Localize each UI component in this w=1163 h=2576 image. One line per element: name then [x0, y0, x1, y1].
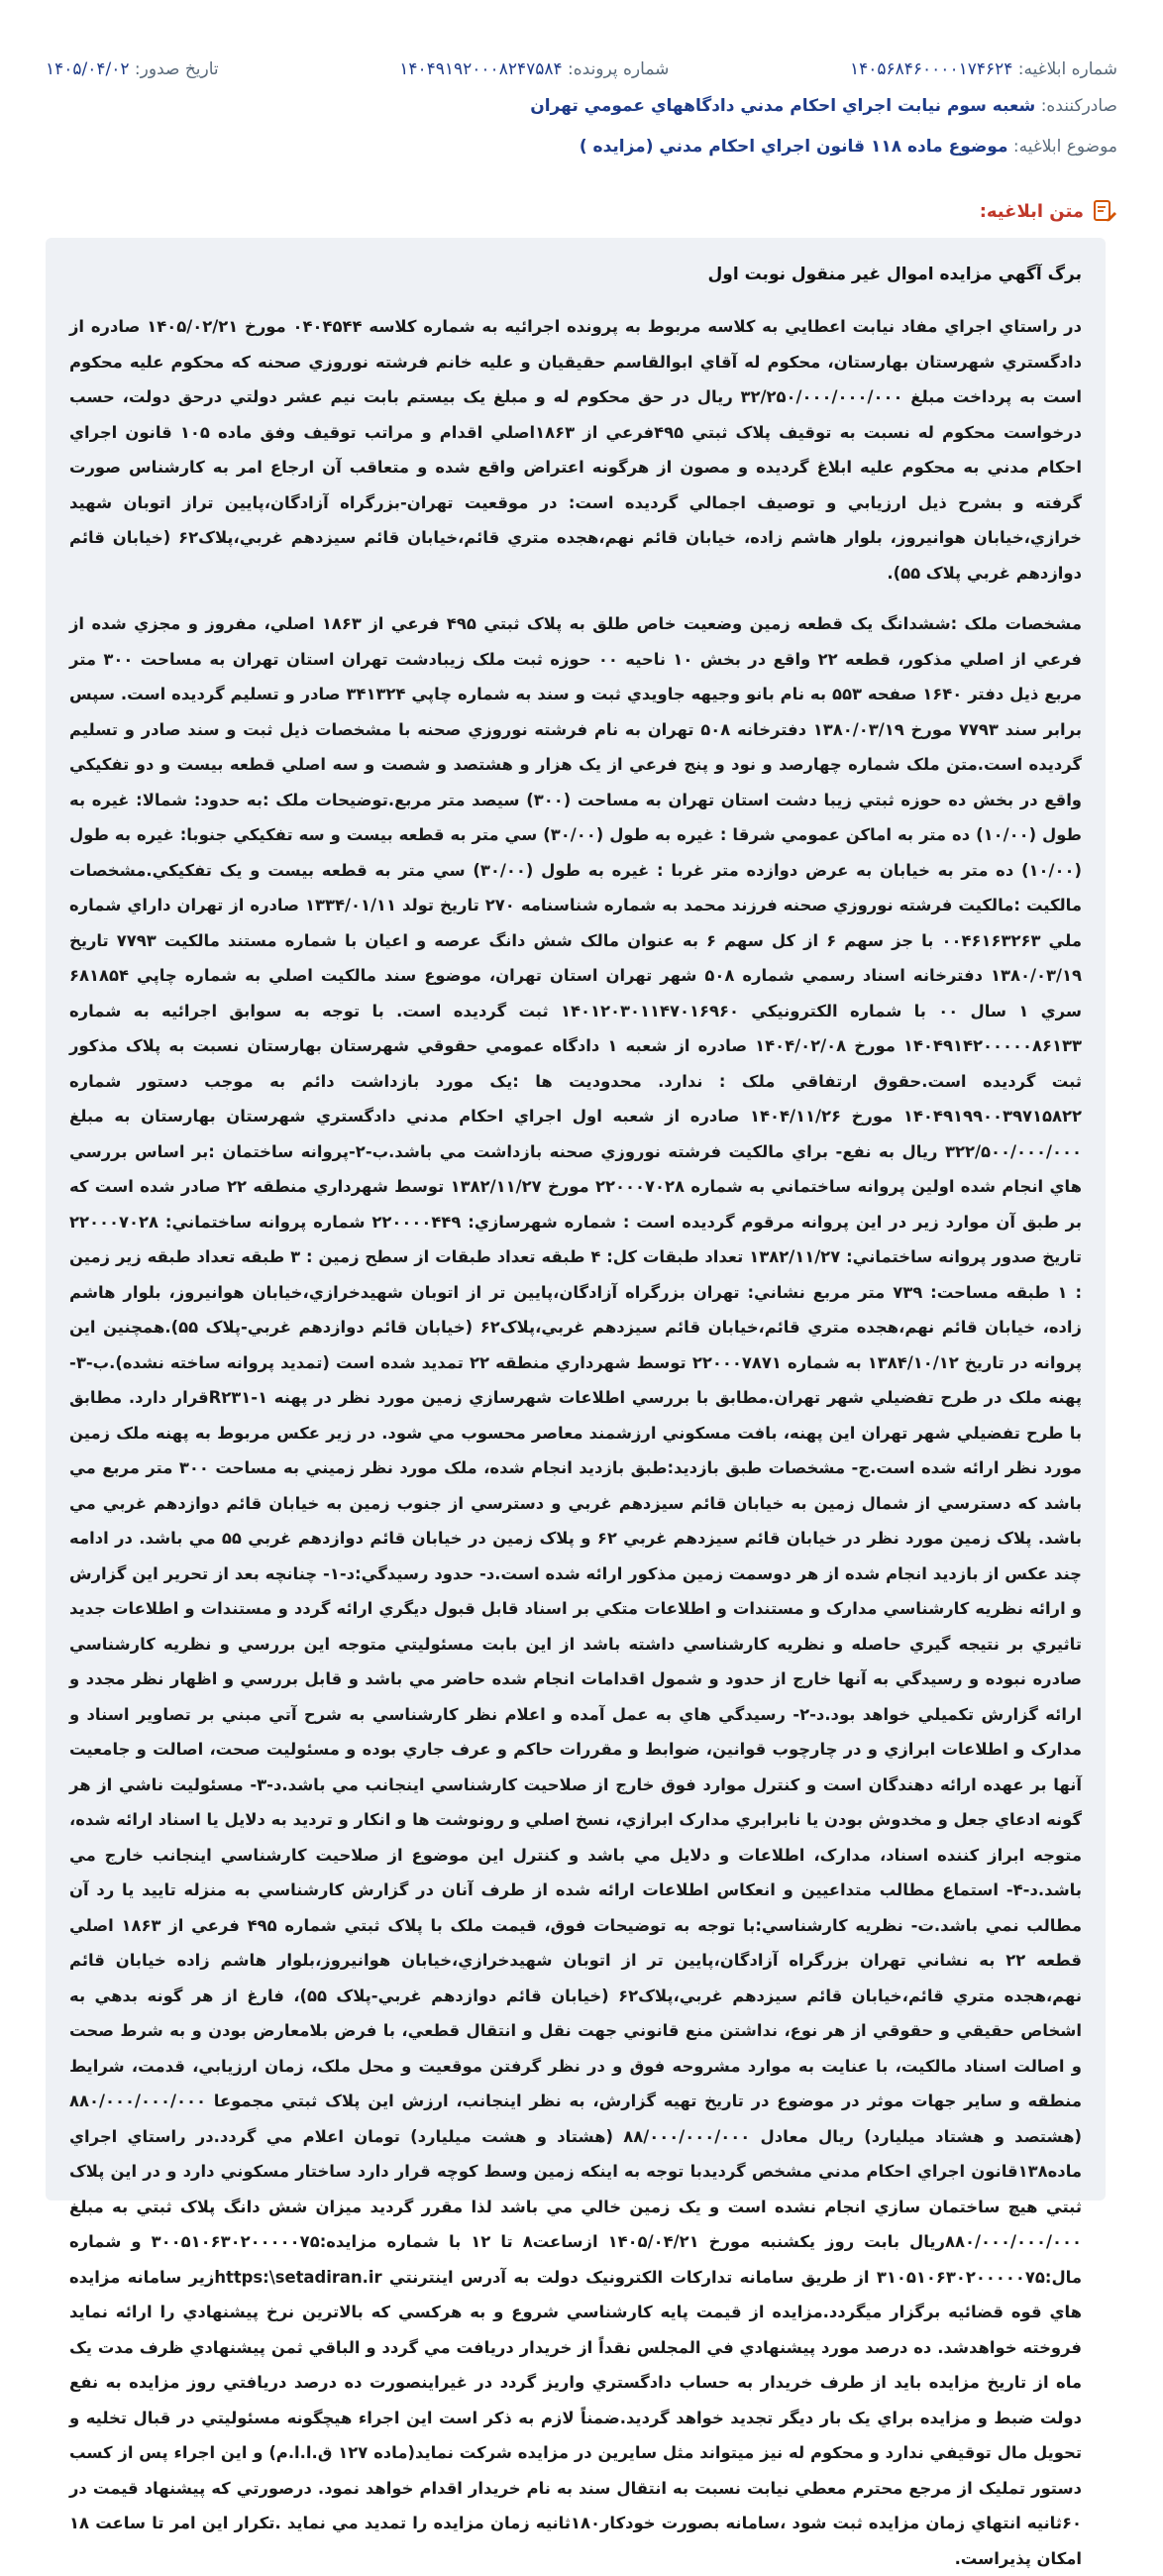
notice-section-title — [980, 196, 1117, 226]
case-number-label: شماره پرونده: — [568, 59, 670, 79]
notice-content-box — [46, 238, 1106, 2568]
issue-date — [46, 59, 219, 79]
case-number-value: ۱۴۰۴۹۱۹۲۰۰۰۸۲۴۷۵۸۴ — [399, 59, 563, 79]
subject-label: موضوع ابلاغيه: — [1012, 137, 1117, 157]
issuer-value: شعبه سوم نيابت اجراي احکام مدني دادگاههاي عمومي تهران — [530, 96, 1036, 116]
subject-value: موضوع ماده ۱۱۸ قانون اجراي احکام مدني (مزايده ) — [579, 137, 1008, 157]
issue-date-value: ۱۴۰۵/۰۴/۰۲ — [46, 59, 130, 79]
notice-section-label: متن ابلاغيه: — [979, 200, 1084, 222]
notice-number — [850, 59, 1117, 79]
issue-date-label: تاريخ صدور: — [134, 59, 219, 79]
notice-number-value: ۱۴۰۵۶۸۴۶۰۰۰۰۱۷۴۶۲۴ — [850, 59, 1013, 79]
content-title: برگ آگهي مزايده اموال غير منقول نوبت اول — [707, 265, 1082, 284]
content-paragraph-1: در راستاي اجراي مفاد نيابت اعطايي به کلاسه مربوط به پرونده اجرائيه به شماره کلاسه ۰۴۰۴۵۴۴ مورخ ۱۴۰۵/۰۲/۲۱ صادره از دادگستري شهرستان بهارستان، محکوم له آقاي ابوالقاسم حقيقيان و عليه خانم فرشته نوروزي صحنه که محکوم عليه محکوم است به پرداخت مبلغ ۳۲/۲۵۰/۰۰۰/۰۰۰/۰۰۰ ريال در حق محکوم له و مبلغ يک بيستم بابت نيم عشر دولتي درحق دولت، حسب درخواست محکوم له نسبت به توقيف پلاک ثبتي ۴۹۵فرعي از ۱۸۶۳اصلي اقدام و مراتب توقيف وفق ماده ۱۰۵ قانون اجراي احکام مدني به محکوم عليه ابلاغ گرديده و مصون از هرگونه اعتراض واقع شده و متعاقب آن ارجاع امر به کارشناس صورت گرفته و بشرح ذيل ارزيابي و توصيف اجمالي گرديده است: در موقعيت تهران-بزرگراه آزادگان،پايين تراز اتوبان شهيد خرازي،خيابان هوانيروز، بلوار هاشم زاده، خيابان قائم نهم،هجده متري قائم،خيابان قائم سيزدهم غربي،پلاک۶۲ (خيابان قائم دوازدهم غربي پلاک ۵۵). — [69, 317, 1083, 583]
subject-line — [46, 137, 1117, 164]
header-meta-row — [46, 55, 1117, 83]
issuer-line — [46, 96, 1117, 124]
issuer-label: صادرکننده: — [1040, 96, 1117, 116]
case-number — [399, 59, 669, 79]
notice-number-label: شماره ابلاغيه: — [1017, 59, 1117, 79]
content-paragraph-2: مشخصات ملک :ششدانگ يک قطعه زمين وضعيت خاص طلق به پلاک ثبتي ۴۹۵ فرعي از ۱۸۶۳ اصلي، مفروز و مجزي شده از فرعي از اصلي مذکور، قطعه ۲۲ واقع در بخش ۱۰ ناحيه ۰۰ حوزه ثبت ملک زيبادشت تهران استان تهران به مساحت ۳۰۰ متر مربع ذيل دفتر ۱۶۴۰ صفحه ۵۵۳ به نام بانو وجيهه جاويدي ثبت و سند به شماره چاپي ۳۴۱۳۲۴ صادر و تسليم گرديده است. سپس برابر سند ۷۷۹۳ مورخ ۱۳۸۰/۰۳/۱۹ دفترخانه ۵۰۸ تهران به نام فرشته نوروزي صحنه با مشخصات ذيل ثبت و سند صادر و تسليم گرديده است.متن ملک شماره چهارصد و نود و پنج فرعي از يک هزار و هشتصد و شصت و سه اصلي قطعه بيست و دو تفکيکي واقع در بخش ده حوزه ثبتي زيبا دشت استان تهران به مساحت (۳۰۰) سيصد متر مربع.توضيحات ملک :به حدود: شمالا: غيره به طول (۱۰/۰۰) ده متر به اماکن عمومي شرقا : غيره به طول (۳۰/۰۰) سي متر به قطعه بيست و سه تفکيکي جنوبا: غيره به طول (۱۰/۰۰) ده متر به خيابان به عرض دوازده متر غربا : غيره به طول (۳۰/۰۰) سي متر به قطعه بيست و يک تفکيکي.مشخصات مالکيت :مالکيت فرشته نوروزي صحنه فرزند محمد به شماره شناسنامه ۲۷۰ تاريخ تولد ۱۳۳۴/۰۱/۱۱ صادره از تهران داراي شماره ملي ۰۰۴۶۱۶۳۲۶۳ با جز سهم ۶ از کل سهم ۶ به عنوان مالک شش دانگ عرصه و اعيان با شماره مستند مالکيت ۷۷۹۳ تاريخ ۱۳۸۰/۰۳/۱۹ دفترخانه اسناد رسمي شماره ۵۰۸ شهر تهران استان تهران، موضوع سند مالکيت اصلي به شماره چاپي ۶۸۱۸۵۴ سري ۱ سال ۰۰ با شماره الکترونيکي ۱۴۰۱۲۰۳۰۱۱۴۷۰۱۶۹۶۰ ثبت گرديده است. با توجه به سوابق اجرائيه به شماره ۱۴۰۴۹۱۴۲۰۰۰۰۰۸۶۱۳۳ مورخ ۱۴۰۴/۰۲/۰۸ صادره از شعبه ۱ دادگاه عمومي حقوقي شهرستان بهارستان نسبت به پلاک مذکور ثبت گرديده است.حقوق ارتفاقي ملک : ندارد. محدوديت ها :يک مورد بازداشت دائم به موجب دستور شماره ۱۴۰۴۹۱۹۹۰۰۳۹۷۱۵۸۲۲ مورخ ۱۴۰۴/۱۱/۲۶ صادره از شعبه اول اجراي احکام مدني دادگستري شهرستان بهارستان به مبلغ ۳۲۲/۵۰۰/۰۰۰/۰۰۰ ريال به نفع- براي مالکيت فرشته نوروزي صحنه بازداشت مي باشد.ب-۲-پروانه ساختمان :بر اساس بررسي هاي انجام شده اولين پروانه ساختماني به شماره ۲۲۰۰۰۷۰۲۸ مورخ ۱۳۸۲/۱۱/۲۷ توسط شهرداري منطقه ۲۲ صادر شده است که بر طبق آن موارد زير در اين پروانه مرقوم گرديده است : شماره شهرسازي: ۲۲۰۰۰۰۴۴۹ شماره پروانه ساختماني: ۲۲۰۰۰۷۰۲۸ تاريخ صدور پروانه ساختماني: ۱۳۸۲/۱۱/۲۷ تعداد طبقات کل: ۴ طبقه تعداد طبقات از سطح زمين : ۳ طبقه تعداد طبقه زير زمين : ۱ طبقه مساحت: ۷۳۹ متر مربع نشاني: تهران بزرگراه آزادگان،پايين تر از اتوبان شهيدخرازي،خيابان هوانيروز، بلوار هاشم زاده، خيابان قائم نهم،هجده متري قائم،خيابان قائم سيزدهم غربي،پلاک۶۲ (خيابان قائم دوازدهم غربي-پلاک ۵۵).همچنين اين پروانه در تاريخ ۱۳۸۴/۱۰/۱۲ به شماره ۲۲۰۰۰۷۸۷۱ توسط شهرداري منطقه ۲۲ تمديد شده است (تمديد پروانه ساخته نشده).ب-۳- پهنه ملک در طرح تفضيلي شهر تهران.مطابق با بررسي اطلاعات شهرسازي زمين مورد نظر در پهنه R۲۳۱-۱قرار دارد. مطابق با طرح تفضيلي شهر تهران اين پهنه، بافت مسکوني ارزشمند معاصر محسوب مي شود. در زير عکس مربوط به پهنه ملک زمين مورد نظر ارائه شده است.ج- مشخصات طبق بازديد:طبق بازديد انجام شده، ملک مورد نظر زميني به مساحت ۳۰۰ متر مربع مي باشد که دسترسي از شمال زمين به خيابان قائم سيزدهم غربي و دسترسي از جنوب زمين به خيابان قائم دوازدهم غربي مي باشد. پلاک زمين مورد نظر در خيابان قائم سيزدهم غربي ۶۲ و پلاک زمين در خيابان قائم دوازدهم غربي ۵۵ مي باشد. در ادامه چند عکس از بازديد انجام شده از هر دوسمت زمين مذکور ارائه شده است.د- حدود رسيدگي:د-۱- چنانچه بعد از تحرير اين گزارش و ارائه نظريه کارشناسي مدارک و مستندات و اطلاعات متکي بر اسناد قابل قبول ديگري ارائه گردد و مستندات و اطلاعات جديد تاثيري بر نتيجه گيري حاصله و نظريه کارشناسي داشته باشد از اين بابت مسئوليتي متوجه اين بررسي و نظريه کارشناسي صادره نبوده و رسيدگي به آنها خارج از حدود و شمول اقدامات انجام شده حاضر مي باشد و قابل بررسي و اظهار نظر مجدد و ارائه گزارش تکميلي خواهد بود.د-۲- رسيدگي هاي به عمل آمده و اعلام نظر کارشناسي به شرح آتي مبني بر تصاوير اسناد و مدارک و اطلاعات ابرازي و در چارچوب قوانين، ضوابط و مقررات حاکم و عرف جاري بوده و مسئوليت صحت، اصالت و جامعيت آنها بر عهده ارائه دهندگان است و کنترل موارد فوق خارج از صلاحيت کارشناسي اينجانب مي باشد.د-۳- مسئوليت ناشي از هر گونه ادعاي جعل و مخدوش بودن يا نابرابري مدارک ابرازي، نسخ اصلي و رونوشت ها و انکار و ترديد به دلايل يا اسناد ارائه شده، متوجه ابراز کننده اسناد، مدارک، اطلاعات و دلايل مي باشد و کنترل اين موضوع از صلاحيت کارشناسي اينجانب خارج مي باشد.د-۴- استماع مطالب متداعيين و انعکاس اطلاعات ارائه شده از طرف آنان در گزارش کارشناسي به منزله تاييد يا رد آن مطالب نمي باشد.ت- نظريه کارشناسي:با توجه به توضيحات فوق، قيمت ملک با پلاک ثبتي شماره ۴۹۵ فرعي از ۱۸۶۳ اصلي قطعه ۲۲ به نشاني تهران بزرگراه آزادگان،پايين تر از اتوبان شهيدخرازي،خيابان هوانيروز،بلوار هاشم زاده خيابان قائم نهم،هجده متري قائم،خيابان قائم سيزدهم غربي،پلاک۶۲ (خيابان قائم دوازدهم غربي-پلاک ۵۵)، فارغ از هر گونه بدهي به اشخاص حقيقي و حقوقي از هر نوع، نداشتن منع قانوني جهت نقل و انتقال قطعي، با فرض بلامعارض بودن و به شرط صحت و اصالت اسناد مالکيت، با عنايت به موارد مشروحه فوق و در نظر گرفتن موقعيت و محل ملک، زمان ارزيابي، قدمت، شرايط منطقه و ساير جهات موثر در موضوع در تاريخ تهيه گزارش، به نظر اينجانب، ارزش اين پلاک ثبتي مجموعا ۸۸۰/۰۰۰/۰۰۰/۰۰۰ (هشتصد و هشتاد ميليارد) ريال معادل ۸۸/۰۰۰/۰۰۰/۰۰۰ (هشتاد و هشت ميليارد) تومان اعلام مي گردد.در راستاي اجراي ماده۱۳۸قانون اجراي احکام مدني مشخص گرديدبا توجه به اينکه زمين وسط کوچه قرار دارد ساختار مسکوني دارد و در اين پلاک ثبتي هيچ ساختمان سازي انجام نشده است و يک زمين خالي مي باشد لذا مقرر گرديد ميزان شش دانگ پلاک ثبتي به مبلغ ۸۸۰/۰۰۰/۰۰۰/۰۰۰ريال بابت روز يکشنبه مورخ ۱۴۰۵/۰۴/۲۱ ازساعت۸ تا ۱۲ با شماره مزايده:۳۰۰۵۱۰۶۳۰۲۰۰۰۰۰۷۵ و شماره مال:۳۱۰۵۱۰۶۳۰۲۰۰۰۰۰۷۵ از طريق سامانه تدارکات الکترونيک دولت به آدرس اينترنتي https:\setadiran.irزير سامانه مزايده هاي قوه قضائيه برگزار ميگردد.مزايده از قيمت پايه کارشناسي شروع و به هرکسي که بالاترين نرخ پيشنهادي را ارائه نمايد فروخته خواهدشد. ده درصد مورد پيشنهادي في المجلس نقداً از خريدار دريافت مي گردد و الباقي ثمن پيشنهادي ظرف مدت يک ماه از تاريخ مزايده بايد از طرف خريدار به حساب دادگستري واريز گردد در غيراينصورت ده درصد دريافتي روز مزايده به نفع دولت ضبط و مزايده براي يک بار ديگر تجديد خواهد گرديد.ضمناً لازم به ذکر است اين اجراء هيچگونه مسئوليتي در قبال تخليه و تحويل مال توقيفي ندارد و محکوم له نيز ميتواند مثل سايرين در مزايده شرکت نمايد(ماده ۱۲۷ ق.ا.ا.م) و اين اجراء پس از کسب دستور تمليک از مرجع محترم معطي نيابت نسبت به انتقال سند به نام خريدار اقدام خواهد نمود. درصورتي که پيشنهاد قيمت در ۶۰ثانيه انتهاي زمان مزايده ثبت شود ،سامانه بصورت خودکار۱۸۰ثانيه زمان مزايده را تمديد مي نمايد .تکرار اين امر تا ساعت ۱۸ امکان پذيراست. — [69, 614, 1083, 2568]
document-pen-icon — [1092, 198, 1117, 224]
